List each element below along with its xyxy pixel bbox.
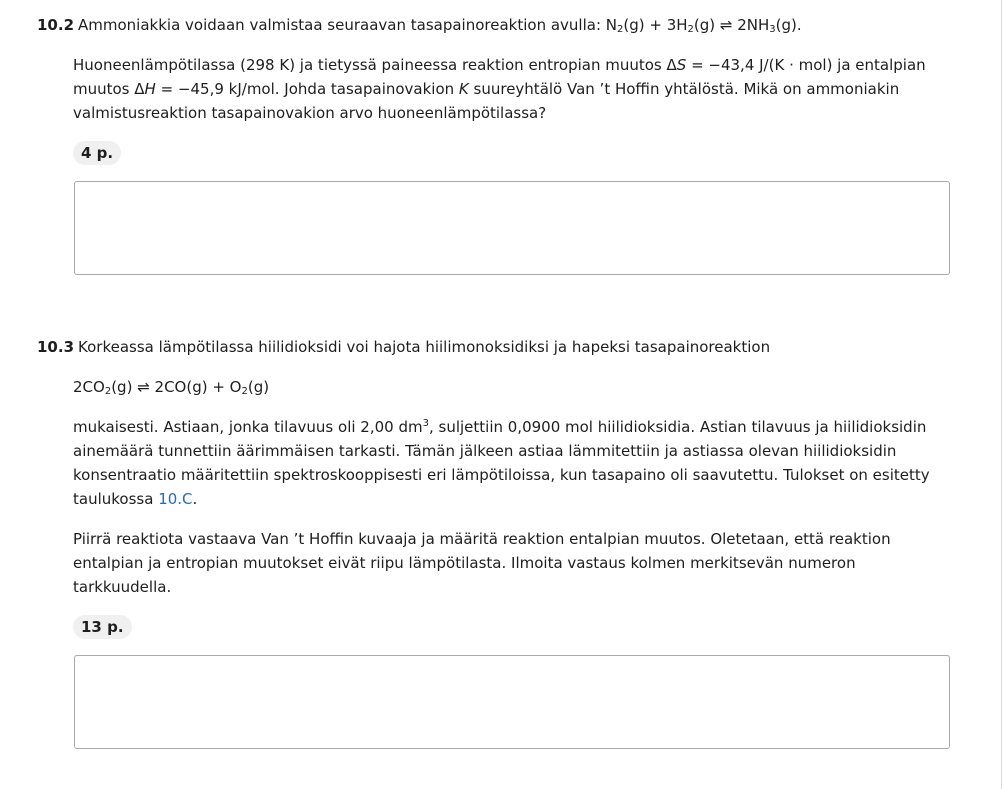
question-10-2-title — [37, 15, 802, 35]
question-10-3-title — [37, 337, 770, 357]
question-10-3-description: mukaisesti. Astiaan, jonka tilavuus oli 2,00 $dm^3$, suljettiin 0,0900 mol hiilidioksidia. Astian tilavuus ja hiilidioksidin ainemäärä tunnettiin äärimmäisen tarkasti. Tämän jälkeen astiaa lämmitettiin ja astiassa olevan hiilidioksidin konsentraatio määritettiin spektroskooppisesti eri lämpötiloissa, kun tasapaino oli saavutettu. Tulokset on esitetty taulukossa 10.C. — [73, 418, 930, 508]
points-badge: 4 p. — [73, 141, 121, 165]
question-number: 10.2 — [37, 16, 75, 34]
answer-input-10-3[interactable] — [74, 655, 950, 749]
points-badge: 13 p. — [73, 615, 132, 639]
table-10c-link[interactable]: 10.C — [158, 490, 193, 508]
question-10-2-description: Huoneenlämpötilassa (298 K) ja tietyssä paineessa reaktion entropian muutos ΔS = −43,4 J/(K · mol) ja entalpian muutos ΔH = −45,9 kJ/mol. Johda tasapainovakion K suureyhtälö Van ’t Hoffin yhtälöstä. Mikä on ammoniakin valmistusreaktion tasapainovakion arvo huoneenlämpötilassa? — [73, 56, 926, 122]
reaction-equation: $N_2(g) + 3H_2(g)$ ⇌ $2NH_3(g)$. — [605, 16, 802, 35]
question-10-3-instructions: Piirrä reaktiota vastaava Van ’t Hoffin kuvaaja ja määritä reaktion entalpian muutos. Oletetaan, että reaktion entalpian ja entropian muutokset eivät riipu lämpötilasta. Ilmoita vastaus kolmen merkitsevän numeron tarkkuudella. — [73, 530, 891, 596]
question-number: 10.3 — [37, 338, 75, 356]
question-text: Ammoniakkia voidaan valmistaa seuraavan tasapainoreaktion avulla: — [78, 16, 606, 34]
question-text: Korkeassa lämpötilassa hiilidioksidi voi hajota hiilimonoksidiksi ja hapeksi tasapainoreaktion — [78, 338, 771, 356]
reaction-formula: $2CO_2(g)$ ⇌ $2CO(g) + O_2(g)$ — [73, 378, 270, 397]
answer-input-10-2[interactable] — [74, 181, 950, 275]
